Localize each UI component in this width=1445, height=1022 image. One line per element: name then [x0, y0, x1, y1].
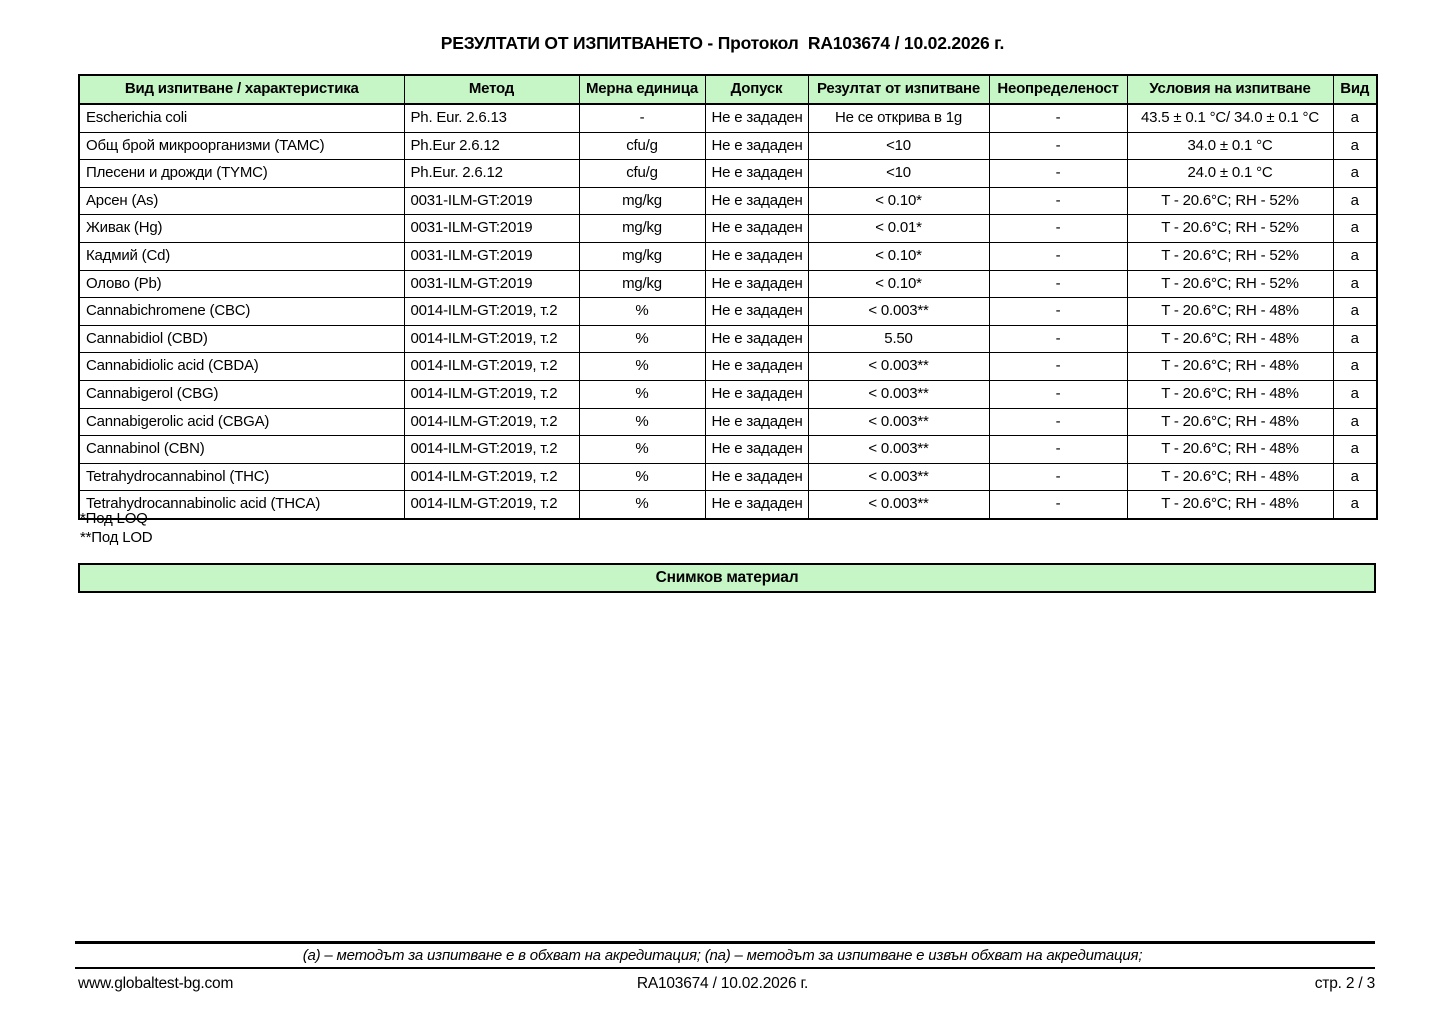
table-row — [79, 215, 1377, 243]
table-cell: а — [1333, 353, 1377, 381]
table-cell: Не е зададен — [705, 436, 808, 464]
footer-divider-bottom — [75, 967, 1375, 969]
column-header: Вид изпитване / характеристика — [79, 75, 404, 104]
photo-material-banner: Снимков материал — [78, 563, 1376, 593]
table-cell: T - 20.6°C; RH - 48% — [1127, 380, 1333, 408]
footer-website-link[interactable]: www.globaltest-bg.com — [78, 975, 234, 992]
table-cell: 0014-ILM-GT:2019, т.2 — [404, 380, 579, 408]
table-cell: а — [1333, 463, 1377, 491]
table-cell: Не е зададен — [705, 160, 808, 188]
table-cell: Олово (Pb) — [79, 270, 404, 298]
table-cell: Не е зададен — [705, 491, 808, 519]
table-cell: % — [579, 325, 705, 353]
table-cell: а — [1333, 132, 1377, 160]
table-cell: а — [1333, 160, 1377, 188]
table-cell: Cannabichromene (CBC) — [79, 298, 404, 326]
table-cell: Живак (Hg) — [79, 215, 404, 243]
column-header: Вид — [1333, 75, 1377, 104]
table-cell: 5.50 — [808, 325, 989, 353]
table-cell: 0014-ILM-GT:2019, т.2 — [404, 491, 579, 519]
table-cell: mg/kg — [579, 242, 705, 270]
table-cell: < 0.003** — [808, 408, 989, 436]
table-cell: Не е зададен — [705, 408, 808, 436]
table-cell: а — [1333, 380, 1377, 408]
table-cell: а — [1333, 436, 1377, 464]
table-cell: T - 20.6°C; RH - 48% — [1127, 408, 1333, 436]
table-cell: Cannabigerolic acid (CBGA) — [79, 408, 404, 436]
table-cell: 24.0 ± 0.1 °C — [1127, 160, 1333, 188]
table-cell: - — [989, 242, 1127, 270]
table-cell: Кадмий (Cd) — [79, 242, 404, 270]
table-cell: T - 20.6°C; RH - 48% — [1127, 436, 1333, 464]
table-cell: Не е зададен — [705, 242, 808, 270]
table-cell: cfu/g — [579, 132, 705, 160]
table-cell: Tetrahydrocannabinol (THC) — [79, 463, 404, 491]
table-cell: - — [989, 160, 1127, 188]
page-title: РЕЗУЛТАТИ ОТ ИЗПИТВАНЕТО - Протокол RA103674 / 10.02.2026 г. — [440, 33, 1005, 53]
table-cell: 0031-ILM-GT:2019 — [404, 187, 579, 215]
table-cell: < 0.10* — [808, 187, 989, 215]
table-cell: 0014-ILM-GT:2019, т.2 — [404, 325, 579, 353]
table-cell: T - 20.6°C; RH - 48% — [1127, 298, 1333, 326]
table-cell: 0031-ILM-GT:2019 — [404, 270, 579, 298]
table-cell: а — [1333, 325, 1377, 353]
table-cell: < 0.003** — [808, 353, 989, 381]
table-cell: - — [989, 436, 1127, 464]
table-cell: Cannabidiolic acid (CBDA) — [79, 353, 404, 381]
table-row — [79, 242, 1377, 270]
table-cell: Ph.Eur. 2.6.12 — [404, 160, 579, 188]
table-cell: Cannabigerol (CBG) — [79, 380, 404, 408]
table-cell: Не е зададен — [705, 215, 808, 243]
table-header-row — [79, 75, 1377, 104]
table-row — [79, 187, 1377, 215]
table-row — [79, 491, 1377, 519]
table-cell: Общ брой микроорганизми (TAMC) — [79, 132, 404, 160]
table-cell: mg/kg — [579, 270, 705, 298]
column-header: Неопределеност — [989, 75, 1127, 104]
table-cell: - — [989, 215, 1127, 243]
header-row — [79, 75, 1377, 104]
table-cell: 0014-ILM-GT:2019, т.2 — [404, 436, 579, 464]
column-header: Мерна единица — [579, 75, 705, 104]
footnote-lod: **Под LOD — [80, 528, 153, 546]
table-cell: 0014-ILM-GT:2019, т.2 — [404, 298, 579, 326]
table-row — [79, 270, 1377, 298]
table-row — [79, 408, 1377, 436]
table-cell: Не се открива в 1g — [808, 104, 989, 132]
table-cell: Не е зададен — [705, 104, 808, 132]
table-cell: % — [579, 436, 705, 464]
table-row — [79, 298, 1377, 326]
table-cell: Не е зададен — [705, 353, 808, 381]
table-row — [79, 132, 1377, 160]
table-cell: Cannabinol (CBN) — [79, 436, 404, 464]
table-cell: T - 20.6°C; RH - 52% — [1127, 187, 1333, 215]
table-row — [79, 353, 1377, 381]
footer-divider-top — [75, 941, 1375, 944]
table-row — [79, 436, 1377, 464]
table-cell: а — [1333, 187, 1377, 215]
table-cell: а — [1333, 408, 1377, 436]
table-cell: 0014-ILM-GT:2019, т.2 — [404, 463, 579, 491]
table-cell: 0014-ILM-GT:2019, т.2 — [404, 408, 579, 436]
table-cell: < 0.003** — [808, 298, 989, 326]
table-cell: Не е зададен — [705, 187, 808, 215]
table-cell: Ph.Eur 2.6.12 — [404, 132, 579, 160]
column-header: Резултат от изпитване — [808, 75, 989, 104]
table-cell: - — [989, 132, 1127, 160]
table-cell: - — [989, 104, 1127, 132]
table-cell: - — [989, 353, 1127, 381]
table-cell: Не е зададен — [705, 463, 808, 491]
table-cell: - — [989, 270, 1127, 298]
table-cell: T - 20.6°C; RH - 52% — [1127, 215, 1333, 243]
table-row — [79, 463, 1377, 491]
column-header: Допуск — [705, 75, 808, 104]
table-cell: < 0.003** — [808, 380, 989, 408]
table-cell: cfu/g — [579, 160, 705, 188]
table-body — [79, 104, 1377, 519]
table-cell: Плесени и дрожди (TYMC) — [79, 160, 404, 188]
table-cell: 0031-ILM-GT:2019 — [404, 242, 579, 270]
table-cell: а — [1333, 270, 1377, 298]
table-cell: Не е зададен — [705, 380, 808, 408]
table-cell: Не е зададен — [705, 270, 808, 298]
table-cell: - — [989, 491, 1127, 519]
table-cell: Не е зададен — [705, 298, 808, 326]
table-cell: <10 — [808, 132, 989, 160]
table-cell: mg/kg — [579, 215, 705, 243]
table-cell: 34.0 ± 0.1 °C — [1127, 132, 1333, 160]
table-cell: < 0.003** — [808, 491, 989, 519]
table-cell: а — [1333, 104, 1377, 132]
column-header: Метод — [404, 75, 579, 104]
table-cell: % — [579, 380, 705, 408]
footnote-loq: *Под LOQ — [80, 510, 148, 527]
table-cell: T - 20.6°C; RH - 52% — [1127, 270, 1333, 298]
table-cell: < 0.003** — [808, 436, 989, 464]
table-cell: < 0.003** — [808, 463, 989, 491]
table-cell: Ph. Eur. 2.6.13 — [404, 104, 579, 132]
table-cell: а — [1333, 298, 1377, 326]
footnotes — [80, 510, 152, 547]
table-cell: % — [579, 491, 705, 519]
table-cell: % — [579, 408, 705, 436]
table-cell: T - 20.6°C; RH - 48% — [1127, 353, 1333, 381]
table-cell: % — [579, 298, 705, 326]
column-header: Условия на изпитване — [1127, 75, 1333, 104]
table-cell: - — [989, 325, 1127, 353]
footer-protocol-number: RA103674 / 10.02.2026 г. — [636, 975, 809, 992]
results-table-container — [78, 74, 1378, 520]
accreditation-note: (а) – методът за изпитване е в обхват на акредитация; (nа) – методът за изпитване е извън обхват на акредитация; — [302, 947, 1143, 964]
table-cell: - — [989, 298, 1127, 326]
table-cell: а — [1333, 242, 1377, 270]
table-cell: T - 20.6°C; RH - 52% — [1127, 242, 1333, 270]
table-cell: <10 — [808, 160, 989, 188]
table-cell: Cannabidiol (CBD) — [79, 325, 404, 353]
table-cell: 0031-ILM-GT:2019 — [404, 215, 579, 243]
table-cell: Tetrahydrocannabinolic acid (THCA) — [79, 491, 404, 519]
table-cell: mg/kg — [579, 187, 705, 215]
table-cell: < 0.01* — [808, 215, 989, 243]
table-cell: T - 20.6°C; RH - 48% — [1127, 463, 1333, 491]
footer-page-number: стр. 2 / 3 — [1314, 975, 1375, 992]
table-cell: - — [989, 408, 1127, 436]
table-row — [79, 380, 1377, 408]
table-row — [79, 325, 1377, 353]
table-cell: % — [579, 463, 705, 491]
table-cell: 43.5 ± 0.1 °C/ 34.0 ± 0.1 °C — [1127, 104, 1333, 132]
table-cell: < 0.10* — [808, 242, 989, 270]
table-cell: T - 20.6°C; RH - 48% — [1127, 325, 1333, 353]
table-cell: Escherichia coli — [79, 104, 404, 132]
table-cell: Не е зададен — [705, 132, 808, 160]
table-cell: - — [579, 104, 705, 132]
table-cell: а — [1333, 215, 1377, 243]
table-row — [79, 104, 1377, 132]
table-cell: T - 20.6°C; RH - 48% — [1127, 491, 1333, 519]
table-cell: а — [1333, 491, 1377, 519]
table-cell: Арсен (As) — [79, 187, 404, 215]
table-cell: % — [579, 353, 705, 381]
results-table — [78, 74, 1378, 520]
table-cell: - — [989, 187, 1127, 215]
table-cell: - — [989, 380, 1127, 408]
table-cell: Не е зададен — [705, 325, 808, 353]
table-row — [79, 160, 1377, 188]
table-cell: - — [989, 463, 1127, 491]
table-cell: < 0.10* — [808, 270, 989, 298]
table-cell: 0014-ILM-GT:2019, т.2 — [404, 353, 579, 381]
